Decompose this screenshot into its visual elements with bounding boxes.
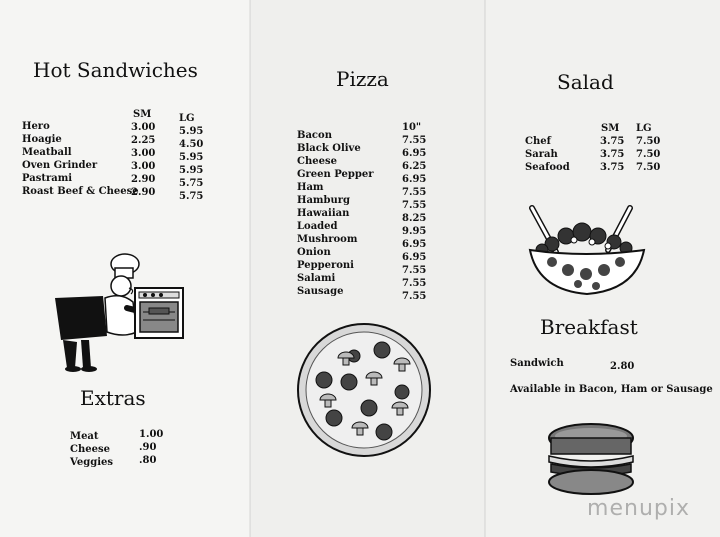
list-item: Meatball [22,147,72,158]
list-item: Green Pepper [297,169,374,180]
price: 9.95 [402,226,427,237]
breakfast-sandwich-icon [545,420,637,500]
list-item: Pastrami [22,173,73,184]
pizza-size-header: 10" [402,122,422,133]
price: 3.00 [131,148,156,159]
list-item: Sausage [297,286,344,297]
breakfast-item-price: 2.80 [610,361,635,372]
list-item: Loaded [297,221,338,232]
price: 7.55 [402,135,427,146]
price: 4.50 [179,139,204,150]
list-item: Ham [297,182,324,193]
list-item: Veggies [70,457,113,468]
price: 2.90 [131,174,156,185]
price: 3.75 [600,162,625,173]
salad-title: Salad [557,70,614,94]
price: 2.25 [131,135,156,146]
price: 5.75 [179,191,204,202]
price: 7.55 [402,265,427,276]
menupix-watermark: menupix [587,496,690,521]
list-item: Salami [297,273,336,284]
price: 7.50 [636,136,661,147]
price: 3.00 [131,122,156,133]
price: 7.50 [636,162,661,173]
list-item: Pepperoni [297,260,354,271]
list-item: Cheese [70,444,110,455]
price: 7.55 [402,291,427,302]
price: 6.25 [402,161,427,172]
list-item: Roast Beef & Cheese [22,186,139,197]
breakfast-note: Available in Bacon, Ham or Sausage [510,384,713,395]
list-item: Hamburg [297,195,351,206]
list-item: Mushroom [297,234,358,245]
list-item: Onion [297,247,331,258]
list-item: Sarah [525,149,558,160]
price: 8.25 [402,213,427,224]
price: 6.95 [402,239,427,250]
hot-sandwiches-lg-header: LG [179,113,195,124]
hot-sandwiches-names [22,120,139,198]
salad-lg-header: LG [636,123,652,134]
price: 3.00 [131,161,156,172]
pizza-prices [402,134,426,303]
breakfast-title: Breakfast [540,315,638,339]
salad-sm-prices [600,135,624,174]
hot-sandwiches-lg-prices [179,125,203,203]
price: 5.95 [179,165,204,176]
price: 7.55 [402,200,427,211]
list-item: Bacon [297,130,332,141]
chef-icon [45,250,190,375]
pizza-icon [294,320,434,460]
price: 6.95 [402,148,427,159]
list-item: Seafood [525,162,570,173]
list-item: Black Olive [297,143,361,154]
hot-sandwiches-sm-header: SM [133,109,152,120]
fold-line [249,0,251,537]
list-item: Hoagie [22,134,62,145]
list-item: Oven Grinder [22,160,98,171]
list-item: Hawaiian [297,208,350,219]
price: 6.95 [402,252,427,263]
price: 2.90 [131,187,156,198]
price: 3.75 [600,149,625,160]
extras-title: Extras [80,386,146,410]
price: .80 [139,455,157,466]
price: 5.95 [179,152,204,163]
pizza-names [297,129,374,298]
salad-names [525,135,570,174]
fold-line [484,0,486,537]
list-item: Meat [70,431,99,442]
list-item: Cheese [297,156,337,167]
price: 7.55 [402,278,427,289]
pizza-title: Pizza [336,67,389,91]
price: 7.50 [636,149,661,160]
price: 3.75 [600,136,625,147]
price: 6.95 [402,174,427,185]
salad-sm-header: SM [601,123,620,134]
breakfast-item-name: Sandwich [510,358,564,369]
hot-sandwiches-title: Hot Sandwiches [33,58,198,82]
price: 5.95 [179,126,204,137]
salad-bowl-icon [522,200,652,300]
price: .90 [139,442,157,453]
price: 1.00 [139,429,164,440]
salad-lg-prices [636,135,660,174]
price: 5.75 [179,178,204,189]
extras-names [70,430,113,469]
price: 7.55 [402,187,427,198]
hot-sandwiches-sm-prices [131,121,155,199]
list-item: Hero [22,121,50,132]
extras-prices [139,428,163,467]
list-item: Chef [525,136,551,147]
